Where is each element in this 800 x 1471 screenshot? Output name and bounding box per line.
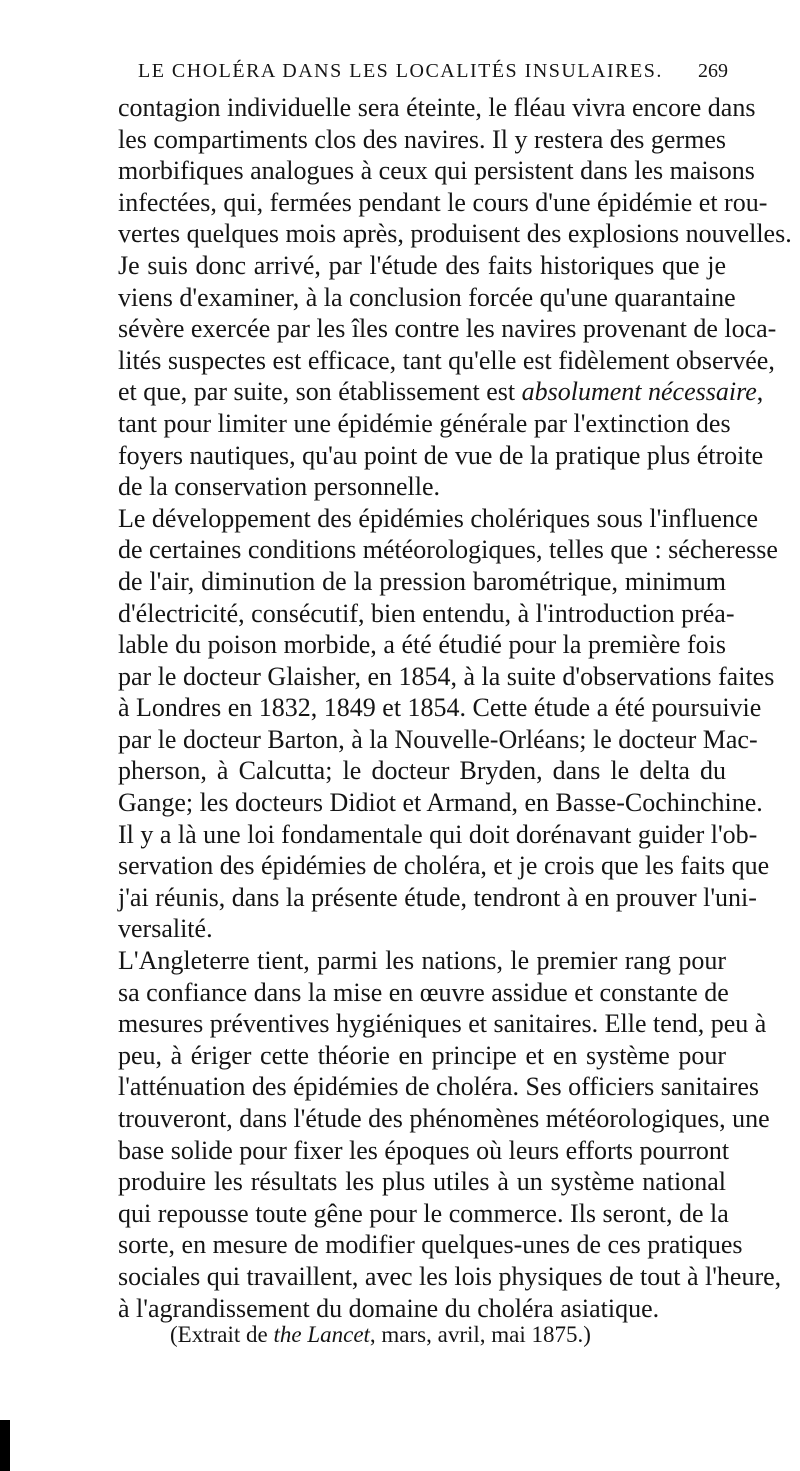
text-line: infectées, qui, fermées pendant le cours d'une épidémie et rou- bbox=[118, 187, 768, 217]
source-prefix: (Extrait de bbox=[170, 1322, 274, 1347]
text-line: de l'air, diminution de la pression barométrique, minimum bbox=[118, 566, 726, 596]
text-line: viens d'examiner, à la conclusion forcée qu'une quarantaine bbox=[118, 282, 736, 312]
text-line: l'atténuation des épidémies de choléra. Ses officiers sanitaires bbox=[118, 1072, 759, 1102]
text-line: tant pour limiter une épidémie générale par l'extinction des bbox=[118, 408, 731, 438]
text-line: Le développement des épidémies cholériques sous l'influence bbox=[118, 503, 759, 533]
text-line: lable du poison morbide, a été étudié pour la première fois bbox=[118, 630, 726, 660]
text-line: morbifiques analogues à ceux qui persistent dans les maisons bbox=[118, 156, 755, 186]
paragraph bbox=[118, 945, 782, 1324]
source-citation bbox=[170, 1322, 730, 1348]
text-line: trouveront, dans l'étude des phénomènes météorologiques, une bbox=[118, 1104, 770, 1133]
margin-mark bbox=[0, 1420, 10, 1471]
text-line: à l'agrandissement du domaine du choléra asiatique. bbox=[118, 1293, 660, 1323]
text-line: servation des épidémies de choléra, et je crois que les faits que bbox=[118, 851, 770, 881]
text-line: L'Angleterre tient, parmi les nations, le premier rang pour bbox=[118, 946, 726, 976]
text-line: lités suspectes est efficace, tant qu'elle est fidèlement observée, bbox=[118, 345, 775, 375]
body-text bbox=[118, 92, 792, 1324]
text-line: Gange; les docteurs Didiot et Armand, en Basse-Cochinchine. bbox=[118, 788, 763, 818]
text-line: par le docteur Barton, à la Nouvelle-Orléans; le docteur Mac- bbox=[118, 724, 758, 754]
text-line: de la conservation personnelle. bbox=[118, 472, 440, 502]
text-line: peu, à ériger cette théorie en principe et en système pour bbox=[118, 1040, 726, 1070]
text-line: sa confiance dans la mise en œuvre assidue et constante de bbox=[118, 977, 729, 1007]
text-line: mesures préventives hygiéniques et sanitaires. Elle tend, peu à bbox=[118, 1009, 767, 1039]
running-title: LE CHOLÉRA DANS LES LOCALITÉS INSULAIRES. bbox=[138, 60, 663, 82]
emphasis: absolument nécessaire bbox=[521, 377, 757, 407]
text-line: qui repousse toute gêne pour le commerce. Ils seront, de la bbox=[118, 1198, 729, 1228]
source-suffix: , mars, avril, mai 1875.) bbox=[369, 1322, 591, 1347]
running-head bbox=[118, 60, 728, 90]
source-journal: the Lancet bbox=[273, 1322, 370, 1347]
text-line: produire les résultats les plus utiles à un système national bbox=[118, 1167, 726, 1197]
text-line: versalité. bbox=[118, 914, 213, 944]
paragraph bbox=[118, 92, 792, 250]
text-line: Il y a là une loi fondamentale qui doit dorénavant guider l'ob- bbox=[118, 819, 758, 849]
page-number: 269 bbox=[698, 60, 728, 82]
text-line: vertes quelques mois après, produisent des explosions nouvelles. bbox=[118, 219, 792, 249]
text-line: d'électricité, consécutif, bien entendu, à l'introduction préa- bbox=[118, 598, 735, 628]
text-line: à Londres en 1832, 1849 et 1854. Cette étude a été poursuivie bbox=[118, 693, 762, 723]
text-line: foyers nautiques, qu'au point de vue de la pratique plus étroite bbox=[118, 440, 764, 470]
text-line: les compartiments clos des navires. Il y restera des germes bbox=[118, 124, 726, 154]
text-line: sorte, en mesure de modifier quelques-unes de ces pratiques bbox=[118, 1230, 743, 1260]
text-line: sévère exercée par les îles contre les navires provenant de loca- bbox=[118, 314, 777, 344]
paragraph bbox=[118, 250, 777, 503]
text-line: base solide pour fixer les époques où leurs efforts pourront bbox=[118, 1135, 730, 1165]
text-line: et que, par suite, son établissement est absolument nécessaire, bbox=[118, 377, 764, 407]
paragraph bbox=[118, 503, 778, 945]
text-line: de certaines conditions météorologiques, telles que : sécheresse bbox=[118, 535, 778, 565]
text-line: j'ai réunis, dans la présente étude, tendront à en prouver l'uni- bbox=[118, 882, 757, 912]
text-line: pherson, à Calcutta; le docteur Bryden, dans le delta du bbox=[118, 756, 726, 786]
text-line: Je suis donc arrivé, par l'étude des faits historiques que je bbox=[118, 250, 726, 280]
text-line: sociales qui travaillent, avec les lois physiques de tout à l'heure, bbox=[118, 1261, 782, 1291]
text-line: par le docteur Glaisher, en 1854, à la suite d'observations faites bbox=[118, 661, 775, 691]
text-line: contagion individuelle sera éteinte, le fléau vivra encore dans bbox=[118, 93, 756, 122]
